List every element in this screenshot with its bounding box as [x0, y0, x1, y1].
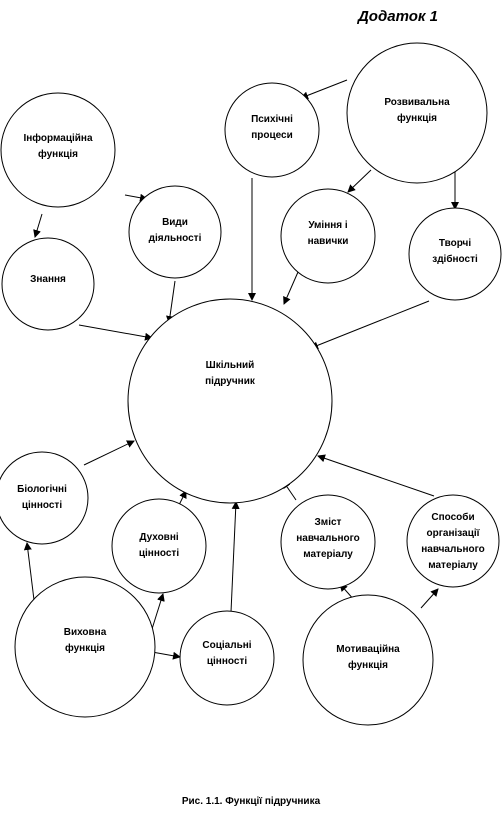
mental-processes-node-label-line: процеси: [251, 130, 293, 141]
organization-methods-node-label-line: Способи: [431, 512, 475, 523]
developmental-function-node: [347, 43, 487, 183]
developmental-function-node-label-line: Розвивальна: [384, 97, 450, 108]
biological-values-node-label-line: Біологічні: [17, 484, 67, 495]
arrow-social-to-textbook: [231, 502, 236, 612]
educational-content-node-label-line: Зміст: [314, 517, 342, 528]
activity-types-node-label-line: Види: [162, 217, 188, 228]
arrow-upbringing-to-bio: [27, 543, 34, 600]
informational-function-node-label-line: Інформаційна: [23, 133, 93, 144]
arrow-bio-to-textbook: [84, 441, 134, 465]
biological-values-node: [0, 452, 88, 544]
arrow-info-to-knowledge: [35, 214, 42, 237]
informational-function-node-label-line: функція: [38, 149, 78, 160]
arrow-upbringing-to-social: [152, 652, 180, 657]
school-textbook-node-label-line: підручник: [205, 376, 255, 387]
organization-methods-node: [407, 495, 499, 587]
spiritual-values-node-label-line: Духовні: [139, 532, 179, 543]
organization-methods-node-label-line: організації: [426, 528, 480, 539]
social-values-node-label-line: цінності: [206, 656, 248, 667]
nodes-layer: [0, 43, 501, 725]
creative-abilities-node: [409, 208, 501, 300]
arrow-motivation-to-methods: [421, 589, 438, 608]
developmental-function-node-label-line: функція: [397, 113, 437, 124]
mental-processes-node-label-line: Психічні: [251, 114, 293, 125]
activity-types-node-label-line: діяльності: [148, 233, 202, 244]
arrow-dev-to-skills: [348, 170, 371, 192]
activity-types-node: [129, 186, 221, 278]
social-values-node-label-line: Соціальні: [202, 640, 252, 651]
skills-node-label-line: Уміння і: [308, 220, 348, 231]
appendix-title: Додаток 1: [357, 8, 438, 25]
knowledge-node-label-line: Знання: [30, 274, 66, 285]
school-textbook-node-circle: [128, 299, 332, 503]
educational-content-node-label-line: матеріалу: [303, 549, 353, 560]
upbringing-function-node: [15, 577, 155, 717]
arrow-dev-to-psych: [301, 80, 347, 98]
figure-caption: Рис. 1.1. Функції підручника: [181, 796, 321, 807]
organization-methods-node-label-line: матеріалу: [428, 560, 478, 571]
spiritual-values-node-label-line: цінності: [138, 548, 180, 559]
arrow-upbringing-to-spiritual: [152, 594, 163, 629]
biological-values-node-label-line: цінності: [21, 500, 63, 511]
arrow-creative-to-textbook: [311, 301, 429, 348]
knowledge-node-label: [30, 274, 66, 285]
creative-abilities-node-label-line: здібності: [432, 254, 478, 265]
biological-values-node-circle: [0, 452, 88, 544]
upbringing-function-node-label-line: функція: [65, 643, 105, 654]
upbringing-function-node-label-line: Виховна: [63, 627, 107, 638]
motivational-function-node-label-line: Мотиваційна: [336, 644, 400, 655]
informational-function-node: [1, 93, 115, 207]
motivational-function-node-label-line: функція: [348, 660, 388, 671]
school-textbook-node-label-line: Шкільний: [205, 360, 255, 371]
activity-types-node-circle: [129, 186, 221, 278]
skills-node-label-line: навички: [307, 236, 349, 247]
educational-content-node-label-line: навчального: [296, 533, 360, 544]
creative-abilities-node-label-line: Творчі: [438, 238, 472, 249]
arrow-skills-to-textbook: [284, 272, 298, 304]
motivational-function-node: [303, 595, 433, 725]
organization-methods-node-label-line: навчального: [421, 544, 485, 555]
arrow-knowledge-to-textbook: [79, 325, 152, 338]
social-values-node: [180, 611, 274, 705]
school-textbook-node: [128, 299, 332, 503]
organization-methods-node-circle: [407, 495, 499, 587]
spiritual-values-node-circle: [112, 499, 206, 593]
skills-node: [281, 189, 375, 283]
arrow-methods-to-textbook: [318, 456, 434, 496]
mental-processes-node: [225, 83, 319, 177]
knowledge-node: [2, 238, 94, 330]
educational-content-node: [281, 495, 375, 589]
spiritual-values-node: [112, 499, 206, 593]
